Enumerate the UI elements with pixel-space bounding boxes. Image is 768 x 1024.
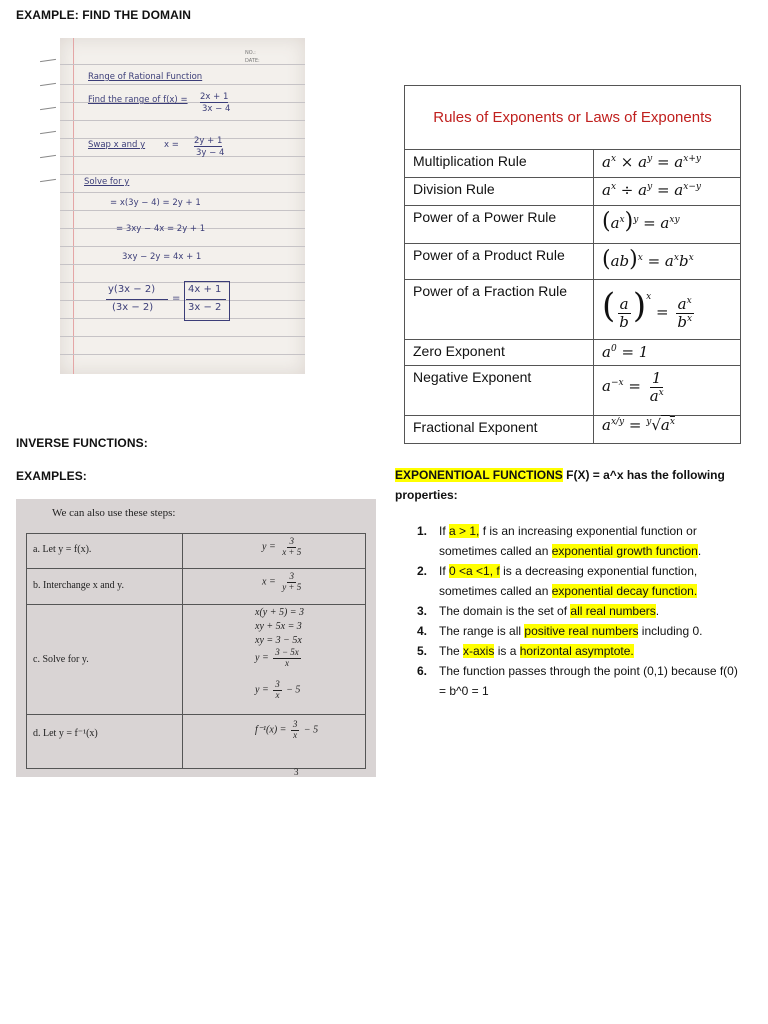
formula-negative-exponent: $a^{-x}$ = $\frac{1}{a^x}$ bbox=[602, 369, 664, 405]
steps-math-a: y = $\frac{3}{x + 5}$ bbox=[262, 536, 302, 557]
exponential-properties-list bbox=[417, 521, 747, 701]
formula-power-of-fraction: ( $\frac{a}{b}$ )$^x$ = $\frac{a^x}{b^x}$ bbox=[602, 286, 693, 331]
steps-math-c1: x(y + 5) = 3 bbox=[255, 607, 305, 618]
exponents-row-fractional: Fractional Exponent $a^{x/y} = ^y√a^x$ bbox=[413, 416, 675, 435]
steps-math-b: x = $\frac{3}{y + 5}$ bbox=[262, 571, 302, 592]
inverse-steps-photo bbox=[16, 499, 376, 777]
notebook-margin-line bbox=[73, 38, 74, 374]
formula-division: $a^x \div a^y = a^{x-y}$ bbox=[602, 181, 701, 199]
formula-fractional-exponent: $a^{x/y} = ^y√a^x$ bbox=[602, 416, 675, 434]
notebook-problem-denominator: 3x − 4 bbox=[202, 104, 231, 114]
steps-math-c2: xy + 5x = 3 bbox=[255, 621, 302, 632]
heading-inverse-functions: INVERSE FUNCTIONS: bbox=[16, 436, 148, 450]
steps-intro: We can also use these steps: bbox=[52, 507, 176, 519]
property-item: 6. The function passes through the point (0,1) because f(0) = b^0 = 1 bbox=[417, 664, 738, 698]
property-item: 4. The range is all positive real numbers including 0. bbox=[417, 624, 703, 638]
notebook-swap: Swap x and y bbox=[88, 140, 146, 150]
exponents-row-power-of-power: Power of a Power Rule $(a^x)^y = a^{xy}$ bbox=[405, 206, 740, 244]
steps-math-c4: y = $\frac{3 - 5x}{x}$ bbox=[255, 647, 299, 668]
notebook-step-4-right-numerator: 4x + 1 bbox=[188, 284, 222, 295]
notebook-problem: Find the range of f(x) = bbox=[88, 95, 188, 105]
steps-row-c: c. Solve for y. x(y + 5) = 3 xy + 5x = 3 xy = 3 − 5x y = $\frac{3 - 5x}{x}$ y = $\frac{3}{x}$ − 5 bbox=[27, 604, 365, 715]
steps-row-d: d. Let y = f⁻¹(x) f⁻¹(x) = $\frac{3}{x}$ − 5 bbox=[33, 719, 319, 740]
exponents-row-division: Division Rule $a^x \div a^y = a^{x-y}$ bbox=[405, 178, 740, 206]
notebook-no-label: NO.: bbox=[245, 50, 256, 56]
property-item: 2. If 0 <a <1, f is a decreasing exponential function, sometimes called an exponential decay function. bbox=[417, 564, 698, 598]
notebook-step-2: = 3xy − 4x = 2y + 1 bbox=[116, 224, 206, 234]
notebook-step-1: = x(3y − 4) = 2y + 1 bbox=[110, 198, 201, 208]
notebook-swap-denominator: 3y − 4 bbox=[196, 148, 225, 158]
formula-power-of-product: $(ab)^x = a^xb^x$ bbox=[602, 247, 694, 272]
notebook-solve: Solve for y bbox=[84, 177, 130, 187]
notebook-swap-eq: x = bbox=[164, 140, 179, 150]
notebook-problem-numerator: 2x + 1 bbox=[200, 92, 229, 102]
heading-find-domain: EXAMPLE: FIND THE DOMAIN bbox=[16, 8, 192, 22]
exponents-row-multiplication: Multiplication Rule $a^x \times a^y = a^{x+y}$ bbox=[405, 150, 740, 178]
notebook-date-label: DATE: bbox=[245, 58, 260, 64]
property-item: 1. If a > 1, f is an increasing exponential function or sometimes called an exponential growth function. bbox=[417, 524, 702, 558]
exponential-functions-label: EXPONENTIOAL FUNCTIONS bbox=[395, 468, 563, 482]
steps-math-c3: xy = 3 − 5x bbox=[255, 635, 302, 646]
steps-math-c5: y = $\frac{3}{x}$ − 5 bbox=[255, 679, 301, 700]
exponents-row-negative: Negative Exponent $a^{-x}$ = $\frac{1}{a^x}$ bbox=[405, 366, 740, 416]
notebook-title: Range of Rational Function bbox=[88, 72, 203, 82]
exponents-table-title: Rules of Exponents or Laws of Exponents bbox=[405, 86, 740, 150]
notebook-ring-marks bbox=[40, 50, 60, 210]
exponents-row-zero: Zero Exponent $a^0 = 1$ bbox=[405, 340, 740, 366]
exponents-row-power-of-fraction: Power of a Fraction Rule ( $\frac{a}{b}$ )$^x$ = $\frac{a^x}{b^x}$ bbox=[405, 280, 740, 340]
formula-multiplication: $a^x \times a^y = a^{x+y}$ bbox=[602, 153, 701, 171]
steps-table bbox=[26, 533, 366, 769]
notebook-step-4-right-denominator: 3x − 2 bbox=[188, 302, 222, 313]
steps-math-d: f⁻¹(x) = $\frac{3}{x}$ − 5 bbox=[255, 719, 319, 740]
exponential-functions-rest: F(X) = a^x has the following properties: bbox=[395, 468, 725, 502]
steps-page-number: 3 bbox=[294, 767, 299, 777]
notebook-step-4-denominator: (3x − 2) bbox=[112, 302, 154, 313]
notebook-step-4-numerator: y(3x − 2) bbox=[108, 284, 156, 295]
exponents-row-power-of-product: Power of a Product Rule $(ab)^x = a^xb^x$ bbox=[405, 244, 740, 280]
steps-row-a: a. Let y = f(x). y = $\frac{3}{x + 5}$ bbox=[27, 534, 365, 569]
exponents-table bbox=[404, 85, 741, 444]
formula-zero-exponent: $a^0 = 1$ bbox=[602, 343, 649, 361]
steps-row-b: b. Interchange x and y. x = $\frac{3}{y + 5}$ bbox=[27, 568, 365, 605]
property-item: 3. The domain is the set of all real numbers. bbox=[417, 604, 660, 618]
exponential-functions-intro bbox=[395, 465, 745, 505]
notebook-photo: NO.: DATE: Range of Rational Function Find the range of f(x) = 2x + 1 3x − 4 Swap x and y x = 2y + 1 3y − 4 Solve for y = x(3y − 4) = 2y + 1 = 3xy − 4x = 2y + 1 3xy − 2y = 4x + 1 y(3x − 2) (3x − 2) = 4x + 1 3x − 2 bbox=[60, 38, 305, 374]
notebook-step-3: 3xy − 2y = 4x + 1 bbox=[122, 252, 202, 262]
heading-examples: EXAMPLES: bbox=[16, 469, 87, 483]
notebook-swap-numerator: 2y + 1 bbox=[194, 136, 223, 146]
formula-power-of-power: $(a^x)^y = a^{xy}$ bbox=[602, 209, 680, 234]
property-item: 5. The x-axis is a horizontal asymptote. bbox=[417, 644, 634, 658]
